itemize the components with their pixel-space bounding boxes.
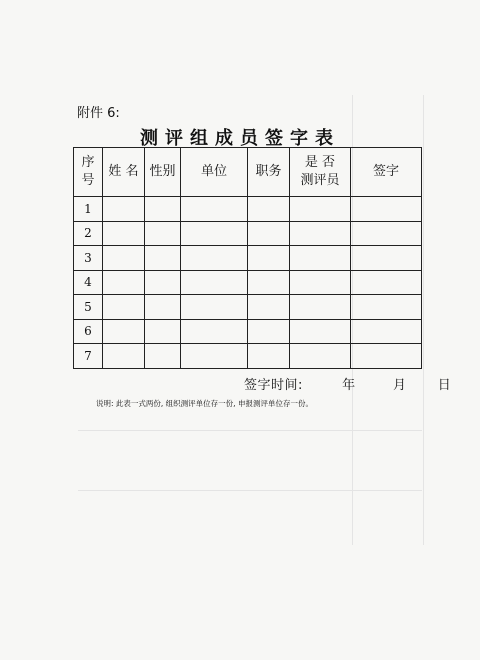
gender-cell[interactable] (145, 246, 181, 271)
position-cell[interactable] (248, 344, 290, 369)
sign-time-month: 月 (392, 378, 407, 393)
signature-cell[interactable] (351, 344, 422, 369)
signature-cell[interactable] (351, 221, 422, 246)
header-index-line2: 号 (81, 173, 95, 188)
gender-cell[interactable] (145, 319, 181, 344)
explanatory-note: 说明: 此表一式两份, 组织测评单位存一份, 申报测评单位存一份。 (96, 399, 313, 408)
position-cell[interactable] (248, 295, 290, 320)
header-name: 姓 名 (103, 148, 145, 197)
bleed-through-rule (78, 490, 422, 491)
gender-cell[interactable] (145, 221, 181, 246)
unit-cell[interactable] (181, 270, 248, 295)
row-number: 6 (74, 319, 103, 344)
sign-time-label: 签字时间: (244, 378, 303, 393)
header-evaluator-line1: 是 否 (304, 155, 336, 170)
position-cell[interactable] (248, 197, 290, 222)
header-unit: 单位 (181, 148, 248, 197)
table-header-row (74, 148, 422, 197)
position-cell[interactable] (248, 319, 290, 344)
header-index-line1: 序 (81, 155, 95, 170)
evaluator-cell[interactable] (290, 295, 351, 320)
name-cell[interactable] (103, 221, 145, 246)
evaluator-cell[interactable] (290, 270, 351, 295)
table-row (74, 197, 422, 222)
signature-table (73, 147, 422, 369)
name-cell[interactable] (103, 197, 145, 222)
position-cell[interactable] (248, 270, 290, 295)
signature-cell[interactable] (351, 270, 422, 295)
gender-cell[interactable] (145, 344, 181, 369)
table-row (74, 344, 422, 369)
unit-cell[interactable] (181, 295, 248, 320)
name-cell[interactable] (103, 246, 145, 271)
table-row (74, 246, 422, 271)
sign-time-day: 日 (437, 378, 452, 393)
row-number: 7 (74, 344, 103, 369)
name-cell[interactable] (103, 295, 145, 320)
gender-cell[interactable] (145, 270, 181, 295)
evaluator-cell[interactable] (290, 319, 351, 344)
evaluator-cell[interactable] (290, 344, 351, 369)
evaluator-cell[interactable] (290, 246, 351, 271)
header-position: 职务 (248, 148, 290, 197)
evaluator-cell[interactable] (290, 197, 351, 222)
table-row (74, 319, 422, 344)
row-number: 3 (74, 246, 103, 271)
unit-cell[interactable] (181, 221, 248, 246)
sign-time-line (244, 374, 451, 393)
table-row (74, 221, 422, 246)
bleed-through-rule (78, 430, 422, 431)
gender-cell[interactable] (145, 295, 181, 320)
table-row (74, 270, 422, 295)
header-signature: 签字 (351, 148, 422, 197)
gender-cell[interactable] (145, 197, 181, 222)
header-evaluator-line2: 测评员 (300, 173, 340, 188)
signature-cell[interactable] (351, 295, 422, 320)
unit-cell[interactable] (181, 197, 248, 222)
evaluator-cell[interactable] (290, 221, 351, 246)
sign-time-year: 年 (342, 378, 356, 393)
row-number: 5 (74, 295, 103, 320)
signature-cell[interactable] (351, 319, 422, 344)
header-evaluator (290, 148, 351, 197)
position-cell[interactable] (248, 246, 290, 271)
header-index (74, 148, 103, 197)
document-title: 测评组成员签字表 (140, 128, 340, 149)
row-number: 1 (74, 197, 103, 222)
header-gender: 性别 (145, 148, 181, 197)
unit-cell[interactable] (181, 246, 248, 271)
name-cell[interactable] (103, 270, 145, 295)
table-row (74, 295, 422, 320)
name-cell[interactable] (103, 344, 145, 369)
row-number: 2 (74, 221, 103, 246)
name-cell[interactable] (103, 319, 145, 344)
row-number: 4 (74, 270, 103, 295)
signature-cell[interactable] (351, 246, 422, 271)
unit-cell[interactable] (181, 319, 248, 344)
attachment-label: 附件 6: (77, 106, 120, 121)
signature-cell[interactable] (351, 197, 422, 222)
position-cell[interactable] (248, 221, 290, 246)
unit-cell[interactable] (181, 344, 248, 369)
